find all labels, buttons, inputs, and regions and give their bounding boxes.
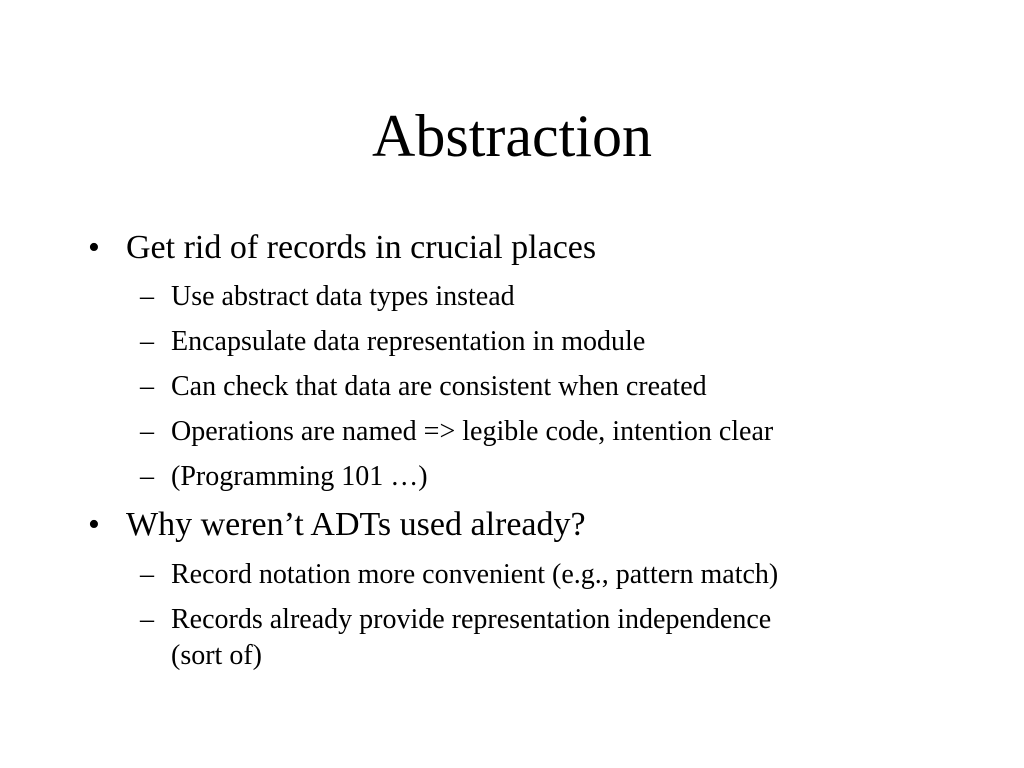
sub-point-text: (Programming 101 …) bbox=[171, 461, 428, 492]
dash-icon: – bbox=[140, 604, 154, 635]
sub-point-text: Use abstract data types instead bbox=[171, 281, 515, 312]
bullet-text: Why weren’t ADTs used already? bbox=[126, 506, 586, 543]
sub-point-text: (sort of) bbox=[171, 640, 262, 671]
dash-icon: – bbox=[140, 371, 154, 402]
dash-icon: – bbox=[140, 559, 154, 590]
sub-point-text: Record notation more convenient (e.g., pattern match) bbox=[171, 559, 779, 590]
dash-icon: – bbox=[140, 281, 154, 312]
dash-icon: – bbox=[140, 461, 154, 492]
sub-point-text: Operations are named => legible code, intention clear bbox=[171, 416, 774, 447]
slide-title: Abstraction bbox=[372, 103, 652, 169]
sub-point-text: Records already provide representation independence bbox=[171, 604, 772, 635]
bullet-icon: • bbox=[88, 229, 100, 266]
sub-point-text: Can check that data are consistent when created bbox=[171, 371, 707, 402]
dash-icon: – bbox=[140, 326, 154, 357]
sub-point-text: Encapsulate data representation in module bbox=[171, 326, 646, 357]
bullet-icon: • bbox=[88, 506, 100, 543]
bullet-text: Get rid of records in crucial places bbox=[126, 229, 597, 266]
dash-icon: – bbox=[140, 416, 154, 447]
